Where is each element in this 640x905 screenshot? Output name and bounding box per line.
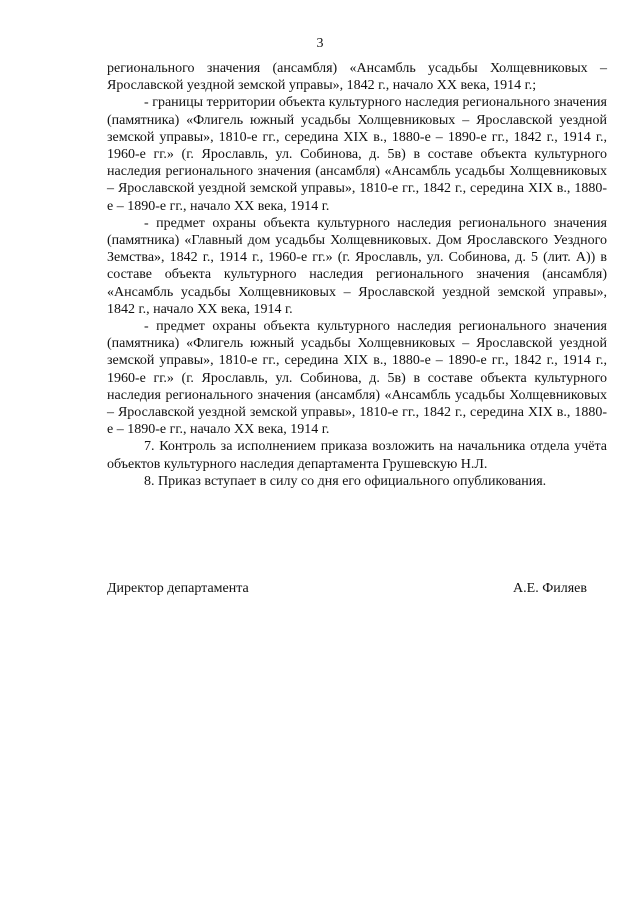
signature-block xyxy=(107,581,587,601)
signatory-name: А.Е. Филяев xyxy=(513,581,587,596)
document-body xyxy=(107,60,607,490)
paragraph-item-7-control: 7. Контроль за исполнением приказа возложить на начальника отдела учёта объектов культурного наследия департамента Грушевскую Н.Л. xyxy=(107,439,607,472)
signatory-title: Директор департамента xyxy=(107,581,249,596)
paragraph-protection-main-house: - предмет охраны объекта культурного наследия регионального значения (памятника) «Главный дом усадьбы Холщевниковых. Дом Ярославского Уездного Земства», 1842 г., 1914 г., 1960-е гг.» (г. Ярославль, ул. Собинова, д. 5 (лит. А)) в составе объекта культурного наследия регионального значения (ансамбля) «Ансамбль усадьбы Холщевниковых – Ярославской уездной земской управы», 1842 г., начало XX века, 1914 г. xyxy=(107,215,607,317)
paragraph-continuation: регионального значения (ансамбля) «Ансамбль усадьбы Холщевниковых – Ярославской уездной земской управы», 1842 г., начало XX века, 1914 г.; xyxy=(107,61,607,94)
paragraph-territory-boundaries: - границы территории объекта культурного наследия регионального значения (памятника) «Флигель южный усадьбы Холщевниковых – Ярославской уездной земской управы», 1810-е гг., середина XIX в., 1880-е – 1890-е гг., 1842 г., 1914 г., 1960-е гг.» (г. Ярославль, ул. Собинова, д. 5в) в составе объекта культурного наследия регионального значения (ансамбля) «Ансамбль усадьбы Холщевниковых – Ярославской уездной земской управы», 1810-е гг., 1842 г., середина XIX в., 1880-е – 1890-е гг., начало XX века, 1914 г. xyxy=(107,95,607,214)
paragraph-item-8-effective: 8. Приказ вступает в силу со дня его официального опубликования. xyxy=(144,473,547,489)
page-number: 3 xyxy=(316,36,324,51)
paragraph-protection-south-wing: - предмет охраны объекта культурного наследия регионального значения (памятника) «Флигель южный усадьбы Холщевниковых – Ярославской уездной земской управы», 1810-е гг., середина XIX в., 1880-е – 1890-е гг., 1842 г., 1914 г., 1960-е гг.» (г. Ярославль, ул. Собинова, д. 5в) в составе объекта культурного наследия регионального значения (ансамбля) «Ансамбль усадьбы Холщевниковых – Ярославской уездной земской управы», 1810-е гг., 1842 г., середина XIX в., 1880-е – 1890-е гг., начало XX века, 1914 г. xyxy=(107,319,607,438)
